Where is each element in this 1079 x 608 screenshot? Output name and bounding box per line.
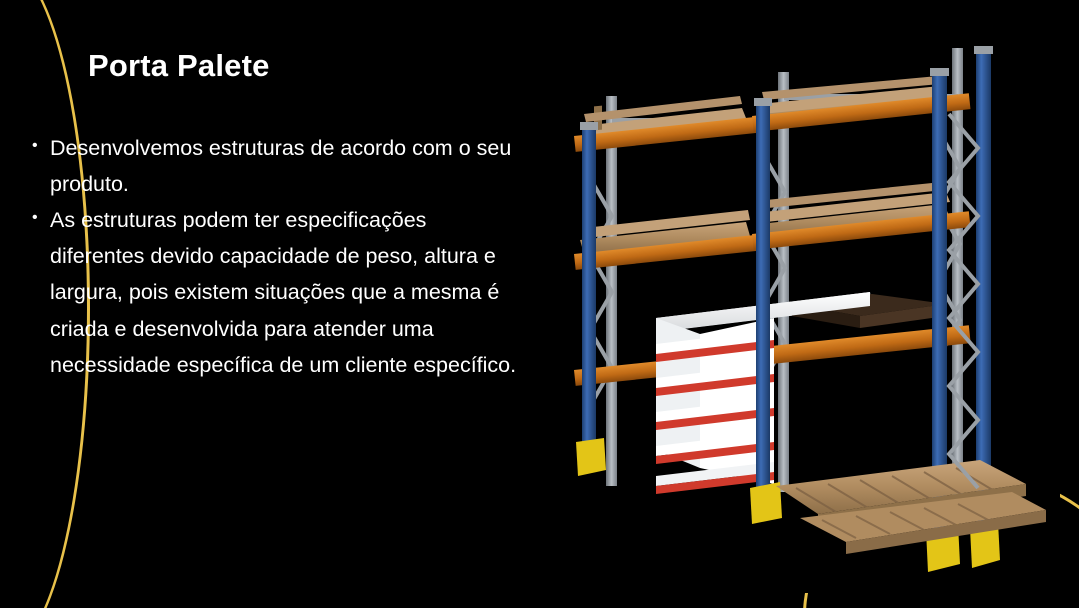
list-item: • As estruturas podem ter especificações diferentes devido capacidade de peso, altura e largura, pois existem situações que a mesma é criada e desenvolvida para atender uma necessidade específica de um cliente específico. bbox=[28, 202, 518, 383]
pallet-racking-photo bbox=[560, 18, 1060, 593]
arc-edge-mask bbox=[0, 0, 6, 608]
list-item: • Desenvolvemos estruturas de acordo com o seu produto. bbox=[28, 130, 518, 202]
bullet-list bbox=[28, 130, 518, 383]
page-title: Porta Palete bbox=[88, 48, 270, 83]
